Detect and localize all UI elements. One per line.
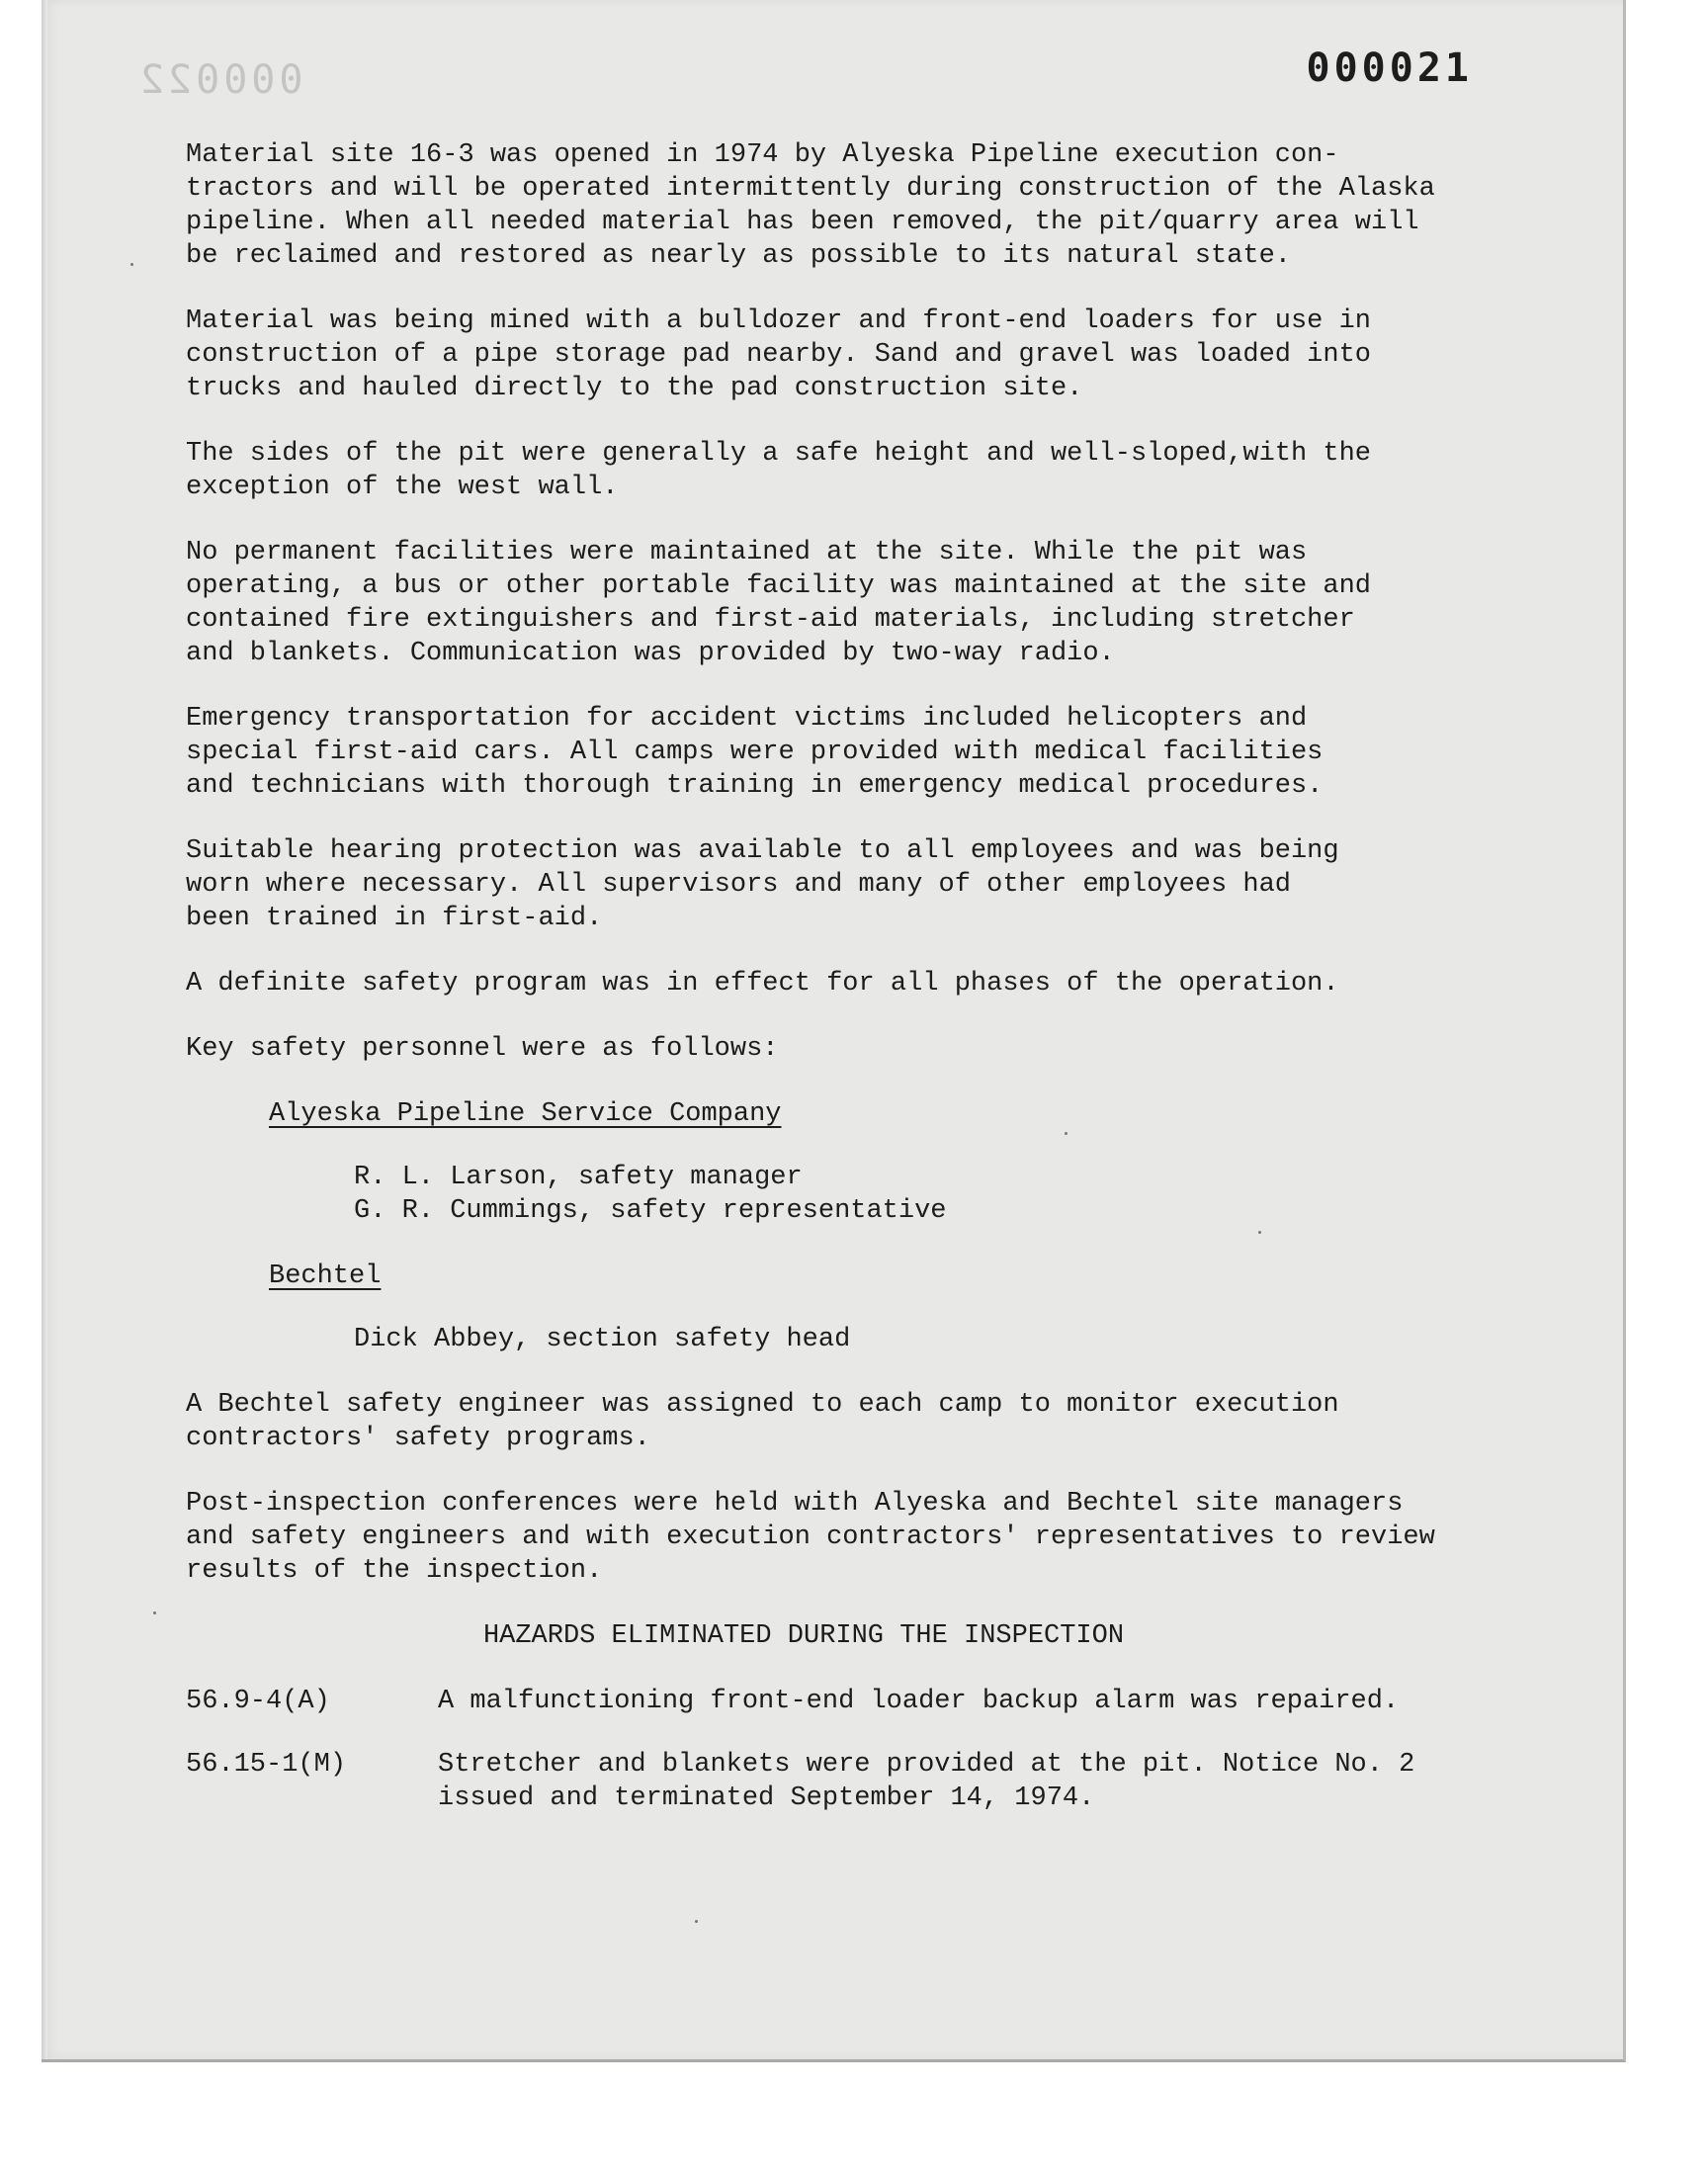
person-entry: R. L. Larson, safety manager bbox=[354, 1163, 803, 1192]
paragraph-post-inspection: Post-inspection conferences were held with Alyeska and Bechtel site managers and safety engineers and with execution contractors' representatives to review results of the inspection. bbox=[186, 1489, 1435, 1586]
paragraph-key-personnel: Key safety personnel were as follows: bbox=[186, 1034, 779, 1064]
hazard-code: 56.15-1(M) bbox=[186, 1750, 347, 1780]
page-number: 000021 bbox=[1306, 45, 1473, 91]
person-entry: Dick Abbey, section safety head bbox=[354, 1325, 851, 1354]
hazard-item bbox=[186, 1685, 1510, 1718]
paragraph-facilities: No permanent facilities were maintained at the site. While the pit was operating, a bus or other portable facility was maintained at the site and contained fire extinguishers and first-aid materials, including stretcher and blankets. Communication was provided by two-way radio. bbox=[186, 538, 1371, 668]
personnel-list-alyeska bbox=[186, 1161, 1510, 1228]
page-edge-shadow bbox=[42, 0, 47, 2059]
paragraph-mining: Material was being mined with a bulldozer and front-end loaders for use in construction of a pipe storage pad nearby. Sand and gravel was loaded into trucks and hauled directly to the pad construction site. bbox=[186, 306, 1371, 403]
scan-speck bbox=[1258, 1231, 1261, 1234]
paragraph-safety-engineer: A Bechtel safety engineer was assigned to each camp to monitor execution contractors' safety programs. bbox=[186, 1390, 1339, 1453]
person-entry: G. R. Cummings, safety representative bbox=[354, 1196, 947, 1226]
scan-speck bbox=[1065, 1132, 1068, 1135]
hazard-code: 56.9-4(A) bbox=[186, 1687, 330, 1716]
scan-speck bbox=[130, 263, 133, 266]
paragraph-emergency-transport: Emergency transportation for accident victims included helicopters and special first-aid cars. All camps were provided with medical facilities and technicians with thorough training in emergency medical procedures. bbox=[186, 704, 1324, 801]
document-body bbox=[186, 138, 1510, 1845]
personnel-list-bechtel bbox=[186, 1323, 1510, 1356]
org-heading-bechtel: Bechtel bbox=[269, 1262, 382, 1291]
paragraph-pit-sides: The sides of the pit were generally a safe height and well-sloped,with the exception of the west wall. bbox=[186, 439, 1371, 502]
org-heading-alyeska: Alyeska Pipeline Service Company bbox=[269, 1099, 782, 1129]
scan-speck bbox=[153, 1611, 156, 1614]
paragraph-site-opening: Material site 16-3 was opened in 1974 by Alyeska Pipeline execution con- tractors and will be operated intermittently during construction of the Alaska pipeline. When all needed material has been removed, the pit/quarry area will be reclaimed and restored as nearly as possible to its natural state. bbox=[186, 140, 1435, 271]
scan-speck bbox=[695, 1920, 698, 1923]
bleed-through-page-number: 000022 bbox=[136, 57, 303, 103]
hazards-section-title: HAZARDS ELIMINATED DURING THE INSPECTION bbox=[482, 1621, 1125, 1651]
hazard-item bbox=[186, 1748, 1510, 1815]
hazard-description: A malfunctioning front-end loader backup alarm was repaired. bbox=[438, 1687, 1400, 1716]
paragraph-safety-program: A definite safety program was in effect for all phases of the operation. bbox=[186, 969, 1339, 999]
paragraph-hearing-protection: Suitable hearing protection was available to all employees and was being worn where necessary. All supervisors and many of other employees had been trained in first-aid. bbox=[186, 836, 1339, 933]
hazard-description: Stretcher and blankets were provided at the pit. Notice No. 2 issued and terminated September 14, 1974. bbox=[438, 1750, 1415, 1813]
